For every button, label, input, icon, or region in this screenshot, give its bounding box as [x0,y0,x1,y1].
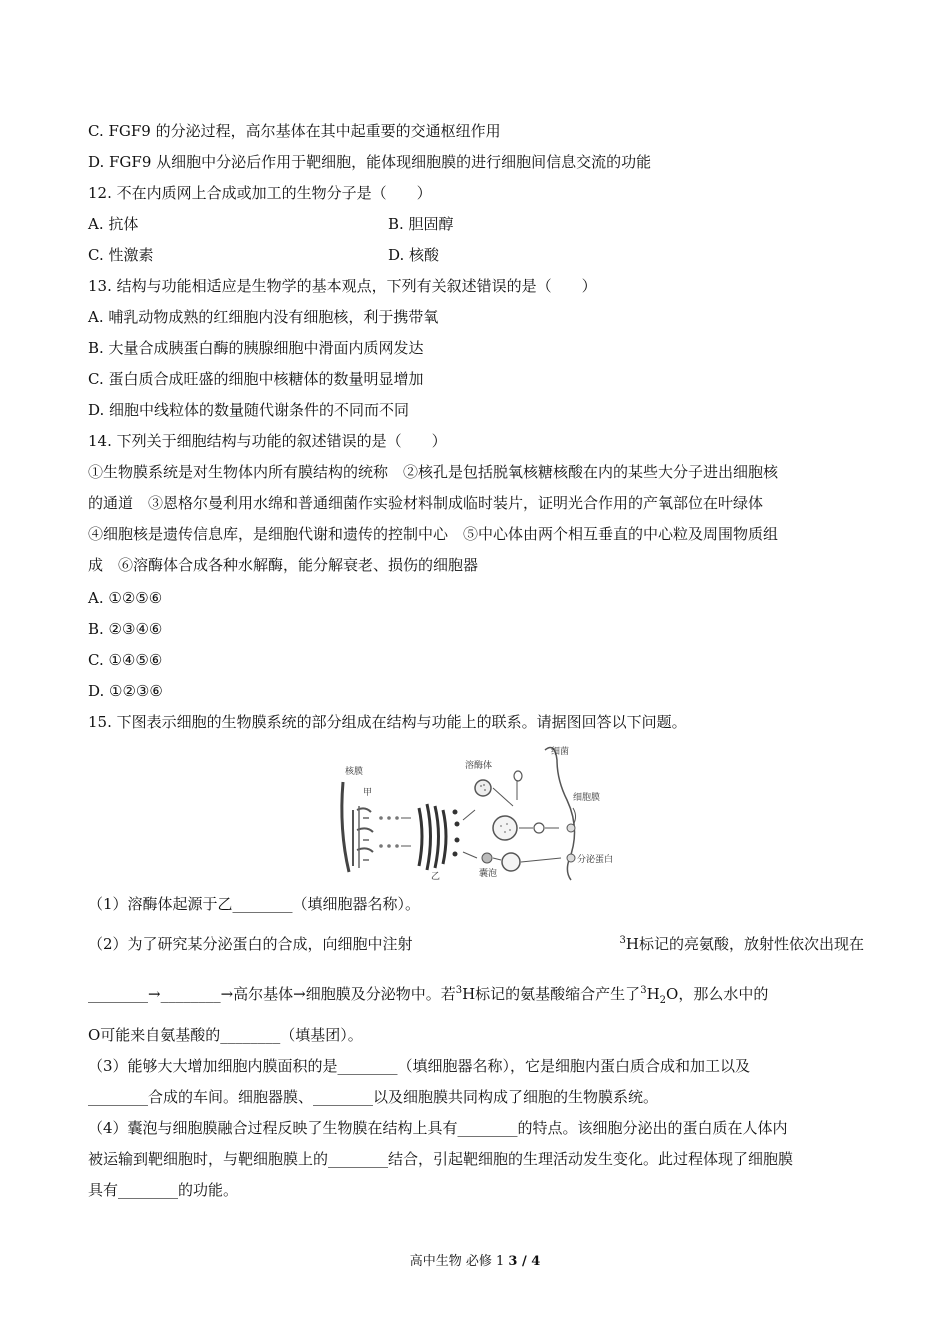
q14-option-c: C. ①④⑤⑥ [88,651,163,669]
q15-part-2-line-3: O可能来自氨基酸的________（填基团）。 [88,1026,363,1044]
footer-page-number: 3 / 4 [508,1254,541,1269]
q12-option-a: A. 抗体 [88,215,139,233]
q13-option-c: C. 蛋白质合成旺盛的细胞中核糖体的数量明显增加 [88,370,424,388]
q12-option-d: D. 核酸 [388,246,440,264]
label-yi: 乙 [431,872,441,882]
q14-option-a: A. ①②⑤⑥ [88,589,163,607]
label-vesicle: 囊泡 [479,869,498,879]
q13-stem: 13. 结构与功能相适应是生物学的基本观点，下列有关叙述错误的是（ ） [88,277,597,295]
q15-stem: 15. 下图表示细胞的生物膜系统的部分组成在结构与功能上的联系。请据图回答以下问题。 [88,713,687,731]
q11-option-d: D. FGF9 从细胞中分泌后作用于靶细胞，能体现细胞膜的进行细胞间信息交流的功能 [88,153,652,171]
q12-stem: 12. 不在内质网上合成或加工的生物分子是（ ） [88,184,432,202]
q14-statement-line-3: ④细胞核是遗传信息库，是细胞代谢和遗传的控制中心 ⑤中心体由两个相互垂直的中心粒及周围物质组 [88,525,779,543]
q14-statement-line-2: 的通道 ③恩格尔曼利用水绵和普通细菌作实验材料制成临时装片，证明光合作用的产氧部位在叶绿体 [88,494,764,512]
label-lysosome: 溶酶体 [465,761,493,771]
q15-part-4-line-1: （4）囊泡与细胞膜融合过程反映了生物膜在结构上具有________的特点。该细胞分泌出的蛋白质在人体内 [88,1119,788,1137]
q13-option-d: D. 细胞中线粒体的数量随代谢条件的不同而不同 [88,401,410,419]
q15-part-2-text-b [620,934,864,954]
footer-subject: 高中生物 必修 1 [409,1254,509,1269]
q13-option-b: B. 大量合成胰蛋白酶的胰腺细胞中滑面内质网发达 [88,339,424,357]
q15-part-2-text-e: H [646,985,660,1003]
q11-option-c: C. FGF9 的分泌过程，高尔基体在其中起重要的交通枢纽作用 [88,122,501,140]
label-nuclear-membrane: 核膜 [345,767,364,777]
q15-part-2-text-c: ________→________→高尔基体→细胞膜及分泌物中。若 [88,985,456,1003]
q15-part-2-text-f: O，那么水中的 [666,985,769,1003]
superscript-3: 3 [619,935,626,946]
page-footer [0,1250,950,1269]
label-cell-membrane: 细胞膜 [573,793,601,803]
q14-option-d: D. ①②③⑥ [88,682,163,700]
q15-part-1: （1）溶酶体起源于乙________（填细胞器名称）。 [88,895,421,913]
q15-part-2-line-2 [88,984,768,1004]
q13-option-a: A. 哺乳动物成熟的红细胞内没有细胞核，利于携带氧 [88,308,439,326]
label-jia: 甲 [363,788,373,798]
biomembrane-system-diagram [335,740,625,882]
q12-option-b: B. 胆固醇 [388,215,454,233]
q14-stem: 14. 下列关于细胞结构与功能的叙述错误的是（ ） [88,432,447,450]
q15-part-2-text-b-inner: H标记的亮氨酸，放射性依次出现在 [625,935,864,953]
subscript-2: 2 [659,995,667,1006]
q12-option-c: C. 性激素 [88,246,154,264]
q15-part-3-line-2: ________合成的车间。细胞器膜、________以及细胞膜共同构成了细胞的生物膜系统。 [88,1088,659,1106]
q15-part-3-line-1: （3）能够大大增加细胞内膜面积的是________（填细胞器名称），它是细胞内蛋白质合成和加工以及 [88,1057,751,1075]
q15-part-2-line-1 [88,934,864,954]
q15-part-2-text-a: （2）为了研究某分泌蛋白的合成，向细胞中注射 [88,935,413,953]
q15-part-2-text-d: H标记的氨基酸缩合产生了 [462,985,641,1003]
label-secreted-protein: 分泌蛋白 [577,855,614,865]
q14-statement-line-4: 成 ⑥溶酶体合成各种水解酶，能分解衰老、损伤的细胞器 [88,556,479,574]
superscript-3: 3 [640,985,647,996]
q15-part-4-line-2: 被运输到靶细胞时，与靶细胞膜上的________结合，引起靶细胞的生理活动发生变化。此过程体现了细胞膜 [88,1150,794,1168]
q14-statement-line-1: ①生物膜系统是对生物体内所有膜结构的统称 ②核孔是包括脱氧核糖核酸在内的某些大分子进出细胞核 [88,463,779,481]
superscript-3: 3 [455,985,463,996]
q15-part-4-line-3: 具有________的功能。 [88,1181,239,1199]
q14-option-b: B. ②③④⑥ [88,620,163,638]
label-bacteria: 细菌 [551,747,570,757]
